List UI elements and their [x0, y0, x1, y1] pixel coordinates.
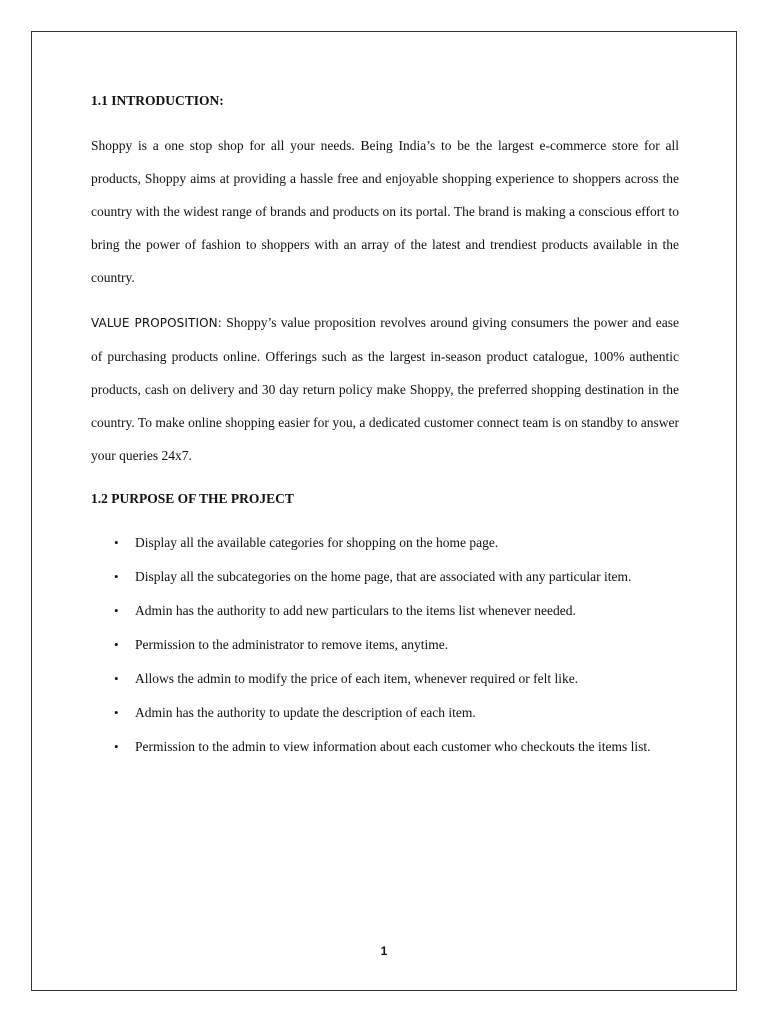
purpose-heading: 1.2 PURPOSE OF THE PROJECT: [91, 491, 294, 506]
value-proposition-text: Shoppy’s value proposition revolves around giving consumers the power and ease of purchasing products online. Offerings such as the largest in-season product catalogue, 100% authentic products, cash on delivery and 30 day return policy make Shoppy, the preferred shopping destination in the country. To make online shopping easier for you, a dedicated customer connect team is on standby to answer your queries 24x7.: [91, 315, 679, 463]
bullet-icon: •: [114, 535, 119, 550]
list-item: • Admin has the authority to add new particulars to the items list whenever needed.: [91, 594, 679, 628]
bullet-icon: •: [114, 603, 119, 618]
value-proposition-label: VALUE PROPOSITION:: [91, 316, 222, 330]
list-item: • Permission to the admin to view information about each customer who checkouts the items list.: [91, 730, 679, 764]
bullet-icon: •: [114, 705, 119, 720]
list-item: • Allows the admin to modify the price of each item, whenever required or felt like.: [91, 662, 679, 696]
bullet-icon: •: [114, 671, 119, 686]
list-item: • Display all the available categories for shopping on the home page.: [91, 526, 679, 560]
introduction-paragraph: Shoppy is a one stop shop for all your needs. Being India’s to be the largest e-commerce store for all products, Shoppy aims at providing a hassle free and enjoyable shopping experience to shoppers across the country with the widest range of brands and products on its portal. The brand is making a conscious effort to bring the power of fashion to shoppers with an array of the latest and trendiest products available in the country.: [91, 138, 679, 285]
list-item: • Display all the subcategories on the home page, that are associated with any particular item.: [91, 560, 679, 594]
document-body: [91, 92, 679, 764]
value-proposition-paragraph: [91, 306, 679, 472]
list-item: • Admin has the authority to update the description of each item.: [91, 696, 679, 730]
list-item: • Permission to the administrator to remove items, anytime.: [91, 628, 679, 662]
bullet-icon: •: [114, 739, 119, 754]
bullet-icon: •: [114, 569, 119, 584]
page-number: 1: [380, 944, 388, 958]
purpose-list: [91, 526, 679, 764]
bullet-icon: •: [114, 637, 119, 652]
introduction-heading: 1.1 INTRODUCTION:: [91, 93, 224, 108]
